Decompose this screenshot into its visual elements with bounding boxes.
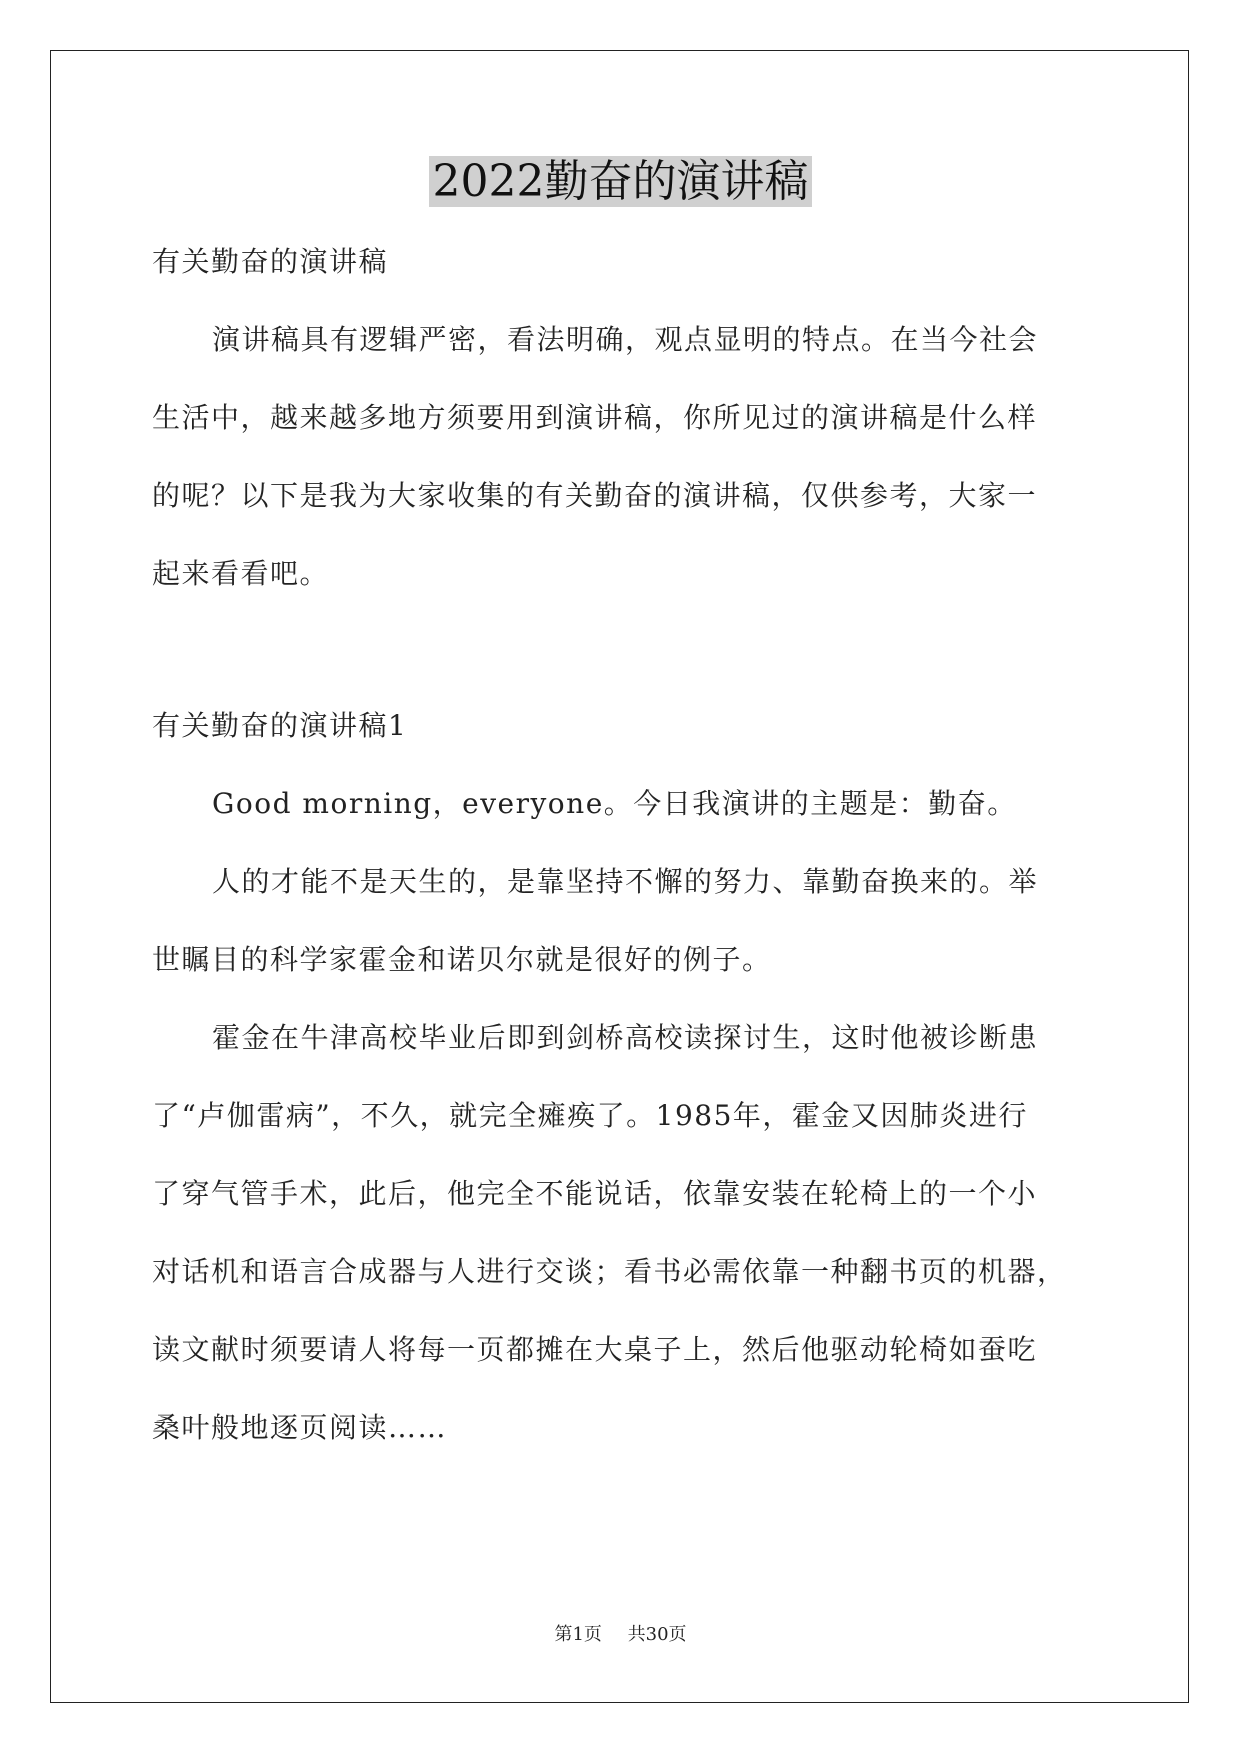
paragraph-line: 读文献时须要请人将每一页都摊在大桌子上，然后他驱动轮椅如蚕吃 — [152, 1333, 1038, 1366]
section-heading: 有关勤奋的演讲稿1 — [152, 709, 408, 742]
paragraph-line: 对话机和语言合成器与人进行交谈；看书必需依靠一种翻书页的机器， — [152, 1255, 1067, 1288]
paragraph-line: 人的才能不是天生的，是靠坚持不懈的努力、靠勤奋换来的。举 — [212, 865, 1039, 898]
page-footer — [0, 1620, 1241, 1646]
paragraph-line: 霍金在牛津高校毕业后即到剑桥高校读探讨生，这时他被诊断患 — [212, 1021, 1039, 1054]
document-title — [0, 152, 1241, 212]
paragraph-line: 生活中，越来越多地方须要用到演讲稿，你所见过的演讲稿是什么样 — [152, 401, 1038, 434]
page-number: 第1页 — [554, 1624, 602, 1645]
page-total: 共30页 — [627, 1624, 687, 1645]
paragraph-line: 的呢？以下是我为大家收集的有关勤奋的演讲稿，仅供参考，大家一 — [152, 479, 1038, 512]
title-text: 2022勤奋的演讲稿 — [429, 156, 813, 207]
paragraph-line: Good morning，everyone。今日我演讲的主题是：勤奋。 — [212, 787, 1017, 820]
paragraph-line: 了“卢伽雷病”，不久，就完全瘫痪了。1985年，霍金又因肺炎进行 — [152, 1099, 1028, 1132]
subtitle: 有关勤奋的演讲稿 — [152, 245, 389, 278]
paragraph-line: 演讲稿具有逻辑严密，看法明确，观点显明的特点。在当今社会 — [212, 323, 1039, 356]
paragraph-line: 世瞩目的科学家霍金和诺贝尔就是很好的例子。 — [152, 943, 772, 976]
paragraph-line: 桑叶般地逐页阅读…… — [152, 1411, 448, 1444]
paragraph-line: 了穿气管手术，此后，他完全不能说话，依靠安装在轮椅上的一个小 — [152, 1177, 1038, 1210]
paragraph-line: 起来看看吧。 — [152, 557, 330, 590]
